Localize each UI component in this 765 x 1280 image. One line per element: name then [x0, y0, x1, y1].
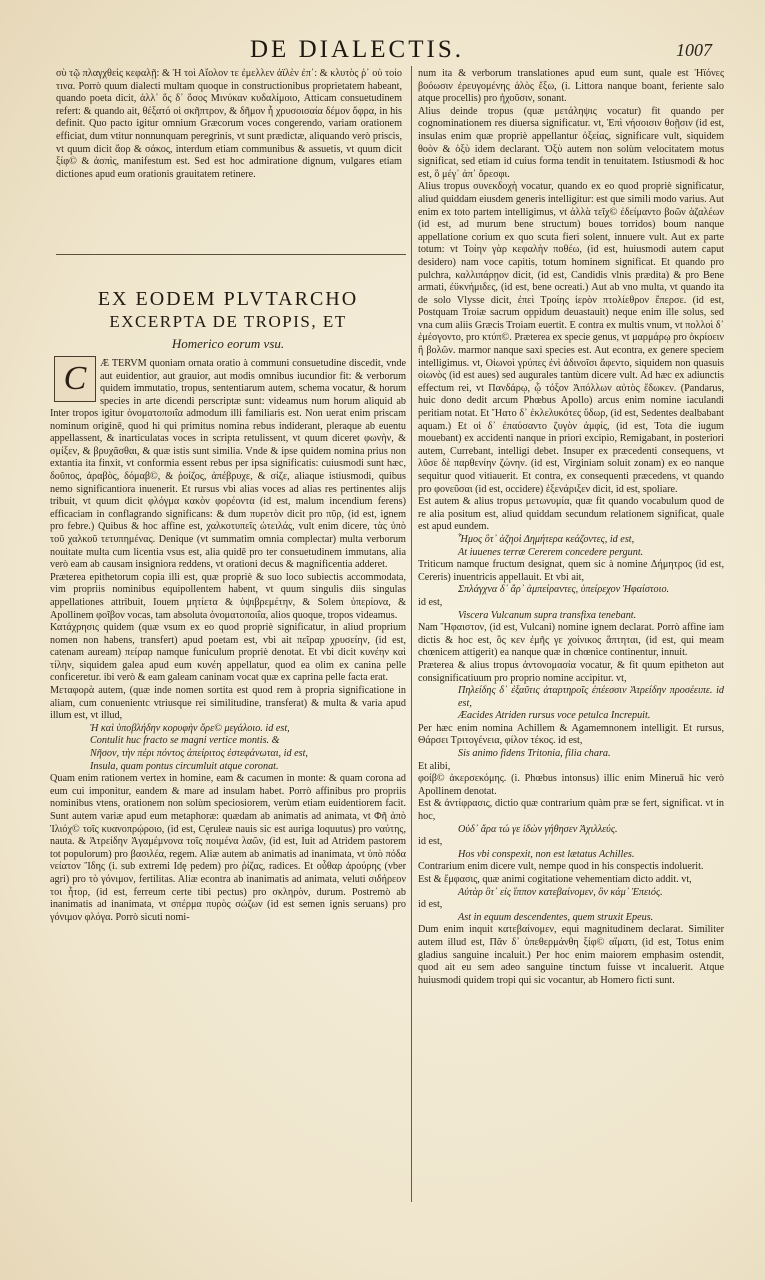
paragraph: Dum enim inquit κατεβαίνομεν, equi magnitudinem declarat. Similiter autem illud est, Πᾶν δ᾽ ὑπεθερμάνθη ξίφ© αἵματι, (id est, Totus enim gladius sanguine incaluit.) Per hoc enim maiorem emphasim ostendit, quod ait eu sem adeo sanguine tinctum fuisse vt incaluerit. Atque huiusmodi quidem tropi qui sic vocantur, ab Homero ficti sunt. — [418, 924, 724, 986]
left-column-top-text — [56, 68, 402, 244]
paragraph: Triticum namque fructum designat, quem sic à nomine Δήμητρος (id est, Cereris) inuentricis appellauit. Et vbi ait, — [418, 559, 724, 583]
verse-latin: Æacides Atriden rursus voce petulca Increpuit. — [458, 710, 651, 722]
decorated-initial — [54, 356, 96, 402]
section-rule — [56, 254, 406, 255]
section-heading-line2: EXCERPTA DE TROPIS, ET — [109, 312, 347, 331]
verse-latin: Insula, quam pontus circumluit atque coronat. — [90, 760, 279, 772]
verse-latin: Contulit huc fracto se magni vertice montis. & — [90, 735, 280, 747]
paragraph: Nam Ἥφαιστον, (id est, Vulcani) nomine ignem declarat. Porrò affine iam dictis & hoc est, ὃς κεν ἐμῆς γε χοίνικος ἅπτηται, (id est, qui meam chœnicem attigerit) ea nanque quæ in chœnice continentur, innuit. Præterea & alius tropus ἀντονομασία vocatur, & fit quum epitheton aut consignificatiuum pro proprio nomine accipitur. vt, — [418, 622, 724, 684]
section-heading-line3: Homerico eorum vsu. — [171, 336, 285, 351]
verse-greek: Σπλάγχνα δ᾽ ἄρ᾽ ἀμπείραντες, ὑπείρεχον Ἡφαίστοιο. — [458, 584, 670, 596]
opening-paragraph: Æ TERVM quoniam ornata oratio à communi consuetudine discedit, vnde aut euidentior, aut grauior, aut modis omnibus iucundior fit: & verborum quidem immutatio, tropus, sententiarum autem, schema vocatur, & horum species in arte dicendi perscriptæ sunt: videamus num horum aliquid ab — [100, 358, 406, 406]
verse-greek: Οὐδ᾽ ἄρα τώ γε ἰδὼν γήθησεν Ἀχιλλεύς. — [458, 823, 618, 835]
right-column-text — [418, 68, 724, 1208]
paragraph: Contrarium enim dicere vult, nempe quod in his conspectis indoluerit. Est & ἔμφασις, quæ animi cogitatione vehementiam dicto addit. vt, — [418, 861, 704, 885]
idest-label: id est, — [418, 596, 443, 608]
column-divider — [411, 66, 412, 1202]
idest-label: id est, — [418, 836, 443, 848]
verse-latin: Viscera Vulcanum supra transfixa tenebant. — [458, 609, 637, 621]
paragraph: Per hæc enim nomina Achillem & Agamemnonem intelligit. Et rursus, Θάρσει Τριτογένεια, φίλον τέκος. id est, — [418, 722, 724, 747]
verse-latin: Sis animo fidens Tritonia, filia chara. — [458, 748, 611, 760]
paragraph: Inter tropos igitur ὀνοματοποιΐα admodum illi familiaris est. Non uerat enim priscam nominum originē, quod hi qui primitus nomina rebus indiderant, pleraque ab euentu appellassent, & inarticulatas voces in scripta retulissent, vt quum diceret φωνὴν, & σμίξεν, & βρυχᾶσθαι, & quæ istis sunt similia. Vnde & ipse quidem nomina prius non extantia ita finxit, vt conformia essent rebus per ipsa significatis: cuiusmodi sunt hæc, δοῦπος, ἀραβὸς, δόμαβ©, & ῥοίζος, ἀπέβρυχε, & σίζε, aliaque istiusmodi, quibus nemo significantiora inuenerit. Et rursus vbi alias voces ad alias res pertinentes alijs tribuit, vt quum dicit φλόγμα κακὸν φορέοντα (id est, malum incendium ferens) efficaciam in conflagrando significans: & dum πυρετὸν dicit pro πῦρ, (id est, ignem pro febre.) Quibus & hoc affine est, χαλκοτυπεῖς ὠτειλάς, vult enim dicere, τὰς ὑπὸ τοῦ χαλκοῦ τετυπημένας. Denique (vt summatim omnia complectar) multa verborum nouitate multa cum licentia vsus est, alia quidē pro ter consuetudinem immutans, alia verò eam ab causam insigniora reddens, vt orationi decus & magnificentia adderet. Præterea epithetorum copia illi est, quæ propriè & suo loco subiectis accommodata, vim propriis nominibus equipollentem habent, vt quum singulis diis singulas appellationes attribuit, Iouem μητίετα & ὑψιβρεμέτην, & Solem ὑπερίονα, & Apollinem φοῖβον vocas, tam absoluta ὀνοματοποιΐα, alios quoque, tropos videamus. Κατάχρησις quidem (quæ vsum ex eo quod propriè significatur, in aliud proprium nomen non habens, transfert) apud poetam est, vbi ait πεῖραρ χρυσείην, (id est, catenam auream) πείραρ namque funiculum propriè denotat. Et vbi dicit κυνέην καὶ τίλην, siquidem galea apud eum κυνέη appellatur, quod ea olim ex canina pelle conficeretur. ibi verò & eam galeam caninam vocat quæ ex caprina pelle facta erat. Μεταφορὰ autem, (quæ inde nomen sortita est quod rem à propria significatione in aliam, cum conuenientc vtriusque rei similitudine, transferat) & multa & varia apud illum est, vt illud, — [50, 408, 406, 722]
verse-greek: Αὐτὰρ ὃτ᾽ εἰς ἵππον κατεβαίνομεν, ὃν κάμ᾽ Ἐπειός. — [458, 886, 663, 898]
running-title: DE DIALECTIS. — [250, 36, 464, 63]
page-header — [0, 36, 765, 72]
verse-greek: Ἠ καὶ ὑποβλήδην κορυφὴν ὄρε© μεγάλοιο. id est, — [90, 722, 290, 734]
paragraph: σὺ τῷ πλαγχθεὶς κεφαλῇ: & Ἠ τοὶ Αἴολον τε ἐμελλεν ἀϊλὲν ἐπ᾽: & κλυτὸς ῥ᾽ οὐ τοίο τινα. Porrò quum dialecti multam quoque in constructionibus proprietatem habeant, quando poeta dicit, ἀλλ᾽ ὅς δ᾽ ὅσος Μινύκαν κυδαλίμοιο, Atticam consuetudinem refert: & quando ait, θέξατό οἱ σκῆπτρον, & δῆμον ἦ χρυσοισαία δέμον ὄφρα, in his definit. Quo pacto igitur omnium Græcorum voces congerendo, variam orationem efficiat, dum vtitur nonnunquam peregrinis, vt sunt prædictæ, aliquando verò priscis, vt quum dicit ἄορ & σάκος, interdum etiam communibus & assuetis, vt quum dicit ξίφ© & ἀσπὶς, manifestum est. Sed est hoc admiratione dignum, vulgares etiam dictiones apud eum orationis grauitatem retinere. — [56, 68, 402, 180]
verse-greek: Πηλείδης δ᾽ ἐξαῦτις ἀταρτηροῖς ἐπέεσσιν Ἀτρείδην προσέειπε. id est, — [458, 685, 724, 709]
verse-latin: Ast in equum descendentes, quem struxit Epeus. — [458, 911, 654, 923]
paragraph: num ita & verborum translationes apud eum sunt, quale est Ἠϊόνες βοόωσιν ἐρευγομένης ἁλὸς ἔξω, (i. Littora nanque boant, feriente salo atque procellis) pro ἠχοῦσιν, sonant. Alius deinde tropus (quæ μετάληψις vocatur) fit quando per cognominationem res diuersa significatur. vt, Ἐπὶ νήσοισιν θοῇσιν (id est, insulas enim quæ propriè appellantur ὀξείας, significare vult, siquidem θοὸν & ὀξὺ idem declarant. Ὀξὺ autem non solùm velocitatem motus significat, sed etiam id cuius forma tendit in tenuitatem. Istiusmodi & hoc est, ὃ μέγ᾽ ἀπ᾽ ὄρεσφι. Alius tropus συνεκδοχὴ vocatur, quando ex eo quod propriè significatur, aliud quiddam eiusdem generis intelligitur: est que simili modo varius. Aut enim ex toto partem intelligimus, vt ἀλλὰ τεῖχ© ἐδείμαντο βοῶν ἀζαλέων (id est, ad murum bene structum) boues torridos) boum nanque appellatione corium ex quo scuta fieri solent, innuere vult. Aut ex parte totum: vt Τοίην γὰρ κεφαλὴν ποθέω, (id est, huiusmodi autem caput desidero) nam voce capitis, totum hominem significat. Et quando pro pulchra, καλλιπάρῃον dicit, (id est, Candidis vlnis prædita) & pro Bene armati, ἐϋκνήμιδες, (id est, bene ocreati.) Aut ab vno multa, vt quando ita de solo Vlysse dicit, ἐπεὶ Τροίης ἱερὸν πτολίεθρον ἔπερσε. (id est, Postquam Troiæ sacrum oppidum deuastauit) neque enim ille solus, sed vna cum aliis Græcis Troiam euertit. E contra ex multis vnum, vt πολλοὶ δ᾽ ἐμέσγοντο, pro κτύπ©. Præterea ex specie genus, vt μαρμάρῳ pro ὀκρίοειν ἢ βολῶν. marmor nanque saxi species est. Aut econtra, ex genere speciem intelligimus. vt, Οἰωνοὶ γρύπες ἐνὶ ἀδινοῖσι ἄφεντο, siquidem non quasuis οἰωνὸς (id est aues) sed augurales tantùm dicere vult. Ad hæc ex adiunctis effectum rei, vt Πανδάρῳ, ᾧ τόξον Ἀπόλλων αὐτὸς ἔδωκεν. (Pandarus, huic dono dedit arcum Phœbus Apollo) arcus enim nomine iaculandi peritiam notat. Et Ἥατο δ᾽ ἐκλελυκότες ὕδωρ, (id est, Sedentes dealbabant aquam.) Et οἱ δ᾽ ἐπαύσαντο ζυγὸν ἀμφίς, (id est, Tota die iugum mouebant) ex accidenti nanque in priori excipio, Remigabant, in posteriori autem, Currebant, intelligi debet. Insuper ex præcedenti consequens, vt λῦσε δὲ παρθενίην ζώνην. (id est, Virginiam soluit zonam) ex eo nanque sequitur quod vitiauerit. Et contra, ex consequenti præcedens, vt quando pro φονεῦσαι (id est, occidere) ἐξενάριξεν dicit, id est, spoliare. Est autem & alius tropus μετωνυμία, quæ fit quando vocabulum quod de re alia positum est, aliud quiddam secundum relationem significat, quale est apud eundem. — [418, 68, 724, 533]
section-heading-line1: EX EODEM PLVTARCHO — [97, 288, 359, 310]
paragraph: Et alibi, φοίβ© ἀκερσεκόμης. (i. Phœbus intonsus) illic enim Mineruā hic verò Apollinem denotat. Est & ἀντίφρασις, dictio quæ contrarium quàm præ se fert, significat. vt in hoc, — [418, 760, 724, 823]
verse-latin: At iuuenes terræ Cererem concedere pergunt. — [458, 546, 644, 558]
verse-greek: Ἦμος ὃτ᾽ ἀζηοὶ Δημήτερα κεάζοντες, id est, — [458, 533, 635, 545]
verse-greek: Νῆσον, τὴν πέρι πόντος ἀπείριτος ἐστεφάνωται, id est, — [90, 748, 308, 760]
left-column-bottom-text — [50, 408, 406, 1224]
idest-label: id est, — [418, 899, 443, 911]
verse-latin: Hos vbi conspexit, non est lætatus Achilles. — [458, 848, 635, 860]
page-number: 1007 — [676, 40, 712, 60]
paragraph: Quam enim rationem vertex in homine, eam & cacumen in monte: & quam corona ad eum cui imponitur, eandem & mare ad insulam habet. Porrò affinibus pro propriis nominibus vtens, orationem non solùm speciosiorem, verùm etiam euidentiorem facit. Sunt autem variæ apud eum metaphoræ: quædam ab animatis ad animata, vt Φῆ ἀπὸ Ἰλιόχ© τοῖς κυανοπρῴροιο, (id est, Cęruleæ nauis sic est auriga loquutus) pro ναύτης, nauta. & Ἀτρείδην Ἀγαμέμνονα τοῖς ποιμένα λαῶν, (id est, Iuit ad Atridem pastorem tot populorum) pro βασιλέα, regem. Aliæ autem ab animatis ad inanimata, vt ὑπὸ πόδα νείατον Ἴδης (i. sub extremi Idę pedem) pro ῥίζας, radices. Et οὖθαρ ἀρούρης (vber agri) pro τὸ γόνιμον, fertilitas. Aliæ econtra ab inanimatis ad animata, veluti σιδήρεον τοι ἦτορ, (id est, ferreum certe tibi pectus) pro σκληρὸν, durum. Postremò ab inanimatis ad inanimata, vt σπέρμα πυρὸς σώζων (id est semen ignis seruans) pro γόνιμον φλόγα. Porrò sicuti nomi- — [50, 773, 406, 923]
initial-letter: C — [63, 360, 87, 397]
